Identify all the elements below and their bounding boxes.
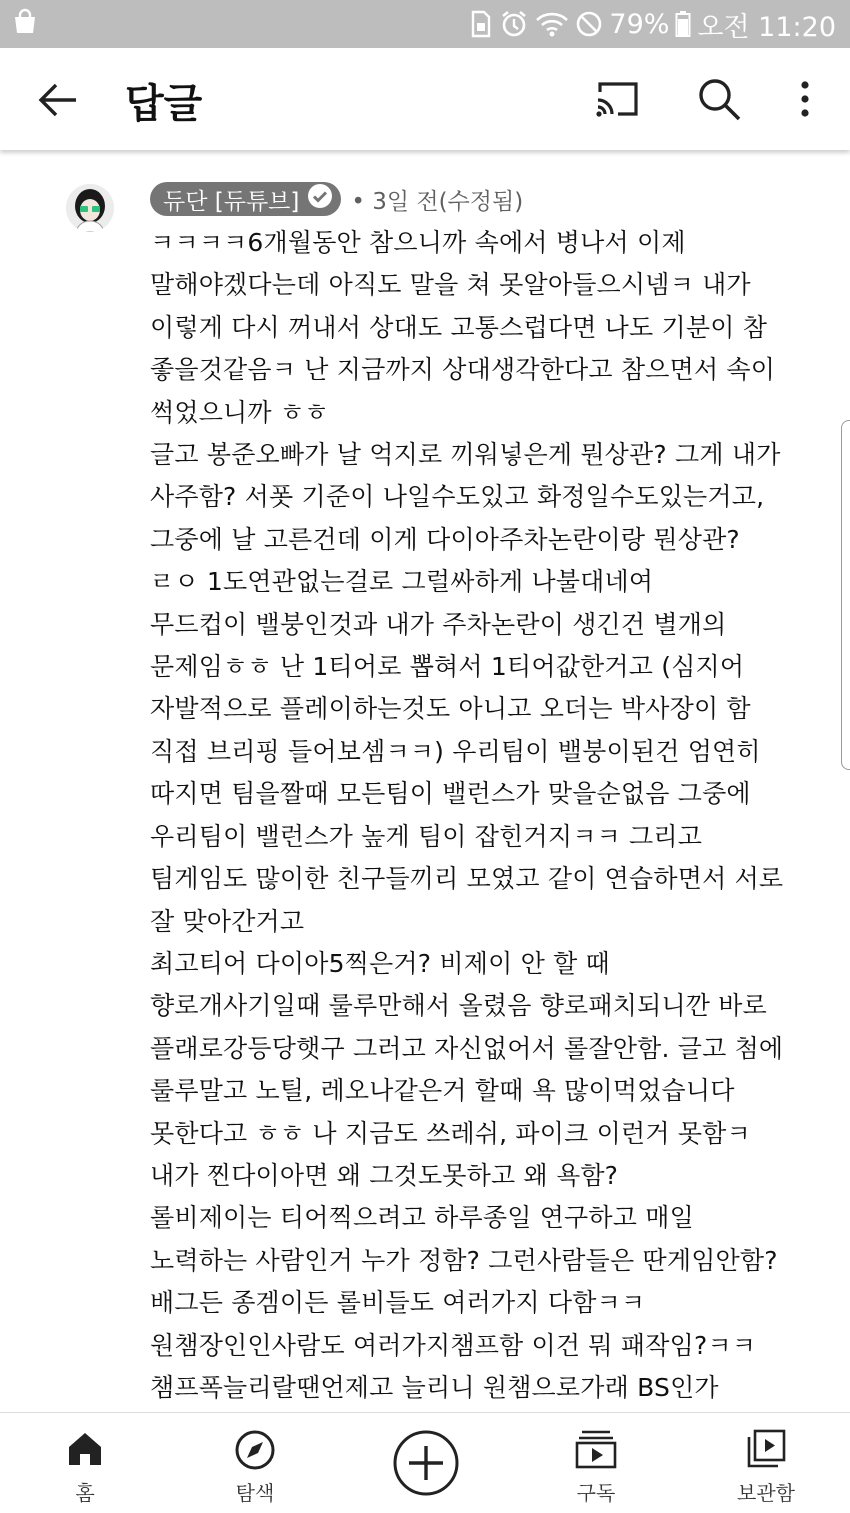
battery-icon <box>675 10 691 38</box>
subscriptions-icon <box>574 1429 618 1469</box>
comment-line: 원챔장인인사람도 여러가지챔프함 이건 뭐 패작임?ㅋㅋ <box>150 1330 757 1360</box>
comment-body <box>150 222 830 1409</box>
comment-line: 글고 봉준오빠가 날 억지로 끼워넣은게 뭔상관? 그게 내가 <box>150 440 781 470</box>
comment-line: 내가 찐다이아면 왜 그것도못하고 왜 욕함? <box>150 1160 619 1190</box>
comment-line: 자발적으로 플레이하는것도 아니고 오더는 박사장이 함 <box>150 694 751 724</box>
comment-line: 챔프폭늘리랄땐언제고 늘리니 원챔으로가래 BS인가 <box>150 1372 719 1402</box>
nav-library-label: 보관함 <box>737 1481 795 1505</box>
comment-line: 노력하는 사람인거 누가 정함? 그런사람들은 딴게임안함? <box>150 1245 778 1275</box>
nav-explore-label: 탐색 <box>235 1481 275 1505</box>
comment-line: 직접 브리핑 들어보셈ㅋㅋ) 우리팀이 밸붕이된건 엄연히 <box>150 736 761 766</box>
nav-explore[interactable] <box>185 1413 325 1513</box>
nav-subscriptions-label: 구독 <box>576 1481 616 1505</box>
comment-line: 문제임ㅎㅎ 난 1티어로 뽑혀서 1티어값한거고 (심지어 <box>150 652 745 682</box>
do-not-disturb-icon <box>575 10 603 38</box>
sim-icon <box>469 9 493 39</box>
search-icon[interactable] <box>696 76 742 122</box>
comment-line: 롤비제이는 티어찍으려고 하루종일 연구하고 매일 <box>150 1203 694 1233</box>
author-badge[interactable] <box>150 182 341 216</box>
page-title: 답글 <box>125 81 203 127</box>
comment-line: 팀게임도 많이한 친구들끼리 모였고 같이 연습하면서 서로 <box>150 864 784 894</box>
app-bar <box>0 48 850 150</box>
comment-line: 최고티어 다이아5찍은거? 비제이 안 할 때 <box>150 948 610 978</box>
nav-home-label: 홈 <box>75 1481 95 1505</box>
comment-line: 썩었으니까 ㅎㅎ <box>150 397 329 427</box>
status-bar <box>0 0 850 48</box>
bottom-nav <box>0 1412 850 1512</box>
comment-line: 그중에 날 고른건데 이게 다이아주차논란이랑 뭔상관? <box>150 524 740 554</box>
comment-header <box>150 182 523 216</box>
comment-line: 배그든 종겜이든 롤비들도 여러가지 다함ㅋㅋ <box>150 1288 646 1318</box>
clock: 오전 11:20 <box>697 11 836 43</box>
comment-line: 무드컵이 밸붕인것과 내가 주차논란이 생긴건 별개의 <box>150 609 727 639</box>
cast-icon[interactable] <box>594 78 642 122</box>
comment-line: 못한다고 ㅎㅎ 나 지금도 쓰레쉬, 파이크 이런거 못함ㅋ <box>150 1118 751 1148</box>
comment-line: 잘 맞아간거고 <box>150 906 305 936</box>
alarm-icon <box>499 9 529 39</box>
home-icon <box>66 1431 104 1467</box>
reply-thread <box>0 150 850 1412</box>
nav-subscriptions[interactable] <box>526 1413 666 1513</box>
more-vert-icon[interactable] <box>790 76 820 122</box>
comment-line: 이렇게 다시 꺼내서 상대도 고통스럽다면 나도 기분이 참 <box>150 312 768 342</box>
back-arrow-icon[interactable] <box>36 78 80 122</box>
wifi-icon <box>535 9 569 39</box>
comment-meta: • 3일 전(수정됨) <box>351 188 524 215</box>
avatar[interactable] <box>66 184 114 232</box>
library-icon <box>746 1429 786 1469</box>
comment-line: ㄹㅇ 1도연관없는걸로 그럴싸하게 나불대네여 <box>150 567 654 597</box>
battery-percent: 79% <box>609 8 670 40</box>
comment-line: ㅋㅋㅋㅋ6개월동안 참으니까 속에서 병나서 이제 <box>150 228 686 257</box>
shopping-bag-icon <box>10 7 40 41</box>
comment-line: 룰루말고 노틸, 레오나같은거 할때 욕 많이먹었습니다 <box>150 1076 735 1106</box>
comment-line: 좋을것같음ㅋ 난 지금까지 상대생각한다고 참으면서 속이 <box>150 355 776 385</box>
comment-line: 향로개사기일때 룰루만해서 올렸음 향로패치되니깐 바로 <box>150 991 767 1021</box>
nav-create[interactable] <box>356 1413 496 1513</box>
comment-line: 플래로강등당햇구 그러고 자신없어서 롤잘안함. 글고 첨에 <box>150 1033 784 1063</box>
comment-line: 말해야겠다는데 아직도 말을 쳐 못알아들으시넴ㅋ 내가 <box>150 270 751 300</box>
author-name: 듀단 [듀튜브] <box>163 188 300 215</box>
add-circle-icon <box>392 1429 460 1497</box>
comment-line: 따지면 팀을짤때 모든팀이 밸런스가 맞을순없음 그중에 <box>150 779 751 809</box>
nav-home[interactable] <box>15 1413 155 1513</box>
scroll-handle[interactable] <box>841 420 850 770</box>
verified-check-icon <box>307 183 333 215</box>
nav-library[interactable] <box>696 1413 836 1513</box>
comment-line: 우리팀이 밸런스가 높게 팀이 잡힌거지ㅋㅋ 그리고 <box>150 821 703 851</box>
compass-icon <box>234 1429 276 1471</box>
comment-line: 사주함? 서폿 기준이 나일수도있고 화정일수도있는거고, <box>150 482 765 512</box>
